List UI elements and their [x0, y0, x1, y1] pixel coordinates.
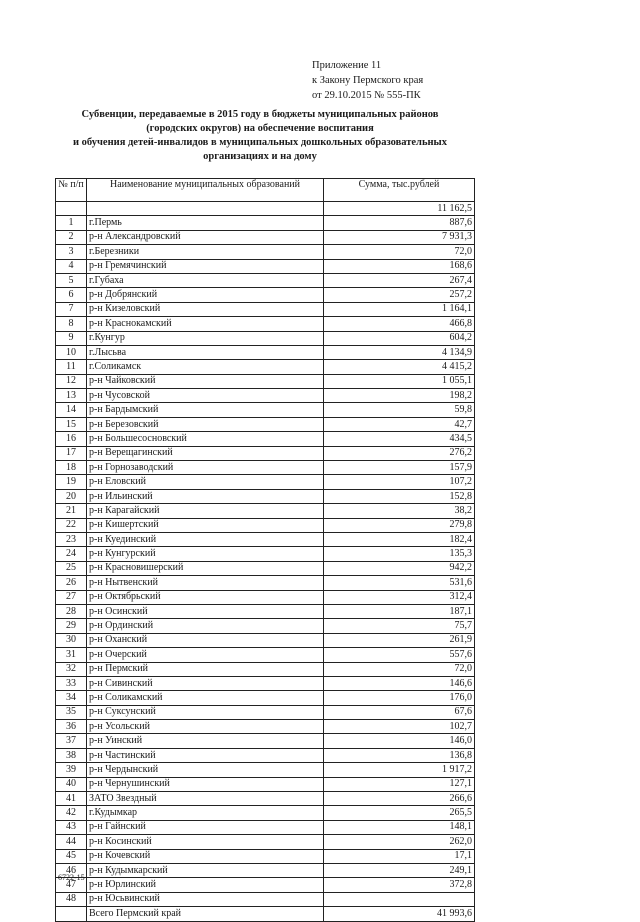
table-row: [56, 547, 475, 561]
row-num: 21: [56, 504, 87, 518]
row-sum: 466,8: [324, 317, 475, 331]
table-row: [56, 259, 475, 273]
row-name: р-н Карагайский: [87, 504, 324, 518]
row-num: 26: [56, 576, 87, 590]
row-num: 12: [56, 374, 87, 388]
row-sum: 127,1: [324, 777, 475, 791]
table-row: [56, 446, 475, 460]
row-sum: 198,2: [324, 389, 475, 403]
table-row: [56, 835, 475, 849]
row-name: р-н Чердынский: [87, 763, 324, 777]
row-num: 42: [56, 806, 87, 820]
subtotal-num: [56, 202, 87, 216]
row-name: р-н Косинский: [87, 835, 324, 849]
row-num: 18: [56, 461, 87, 475]
total-row: [56, 907, 475, 921]
row-sum: 72,0: [324, 662, 475, 676]
table-row: [56, 806, 475, 820]
row-num: 23: [56, 532, 87, 546]
row-name: г.Губаха: [87, 273, 324, 287]
row-name: р-н Александровский: [87, 230, 324, 244]
row-name: ЗАТО Звездный: [87, 792, 324, 806]
table-row: [56, 604, 475, 618]
row-sum: 279,8: [324, 518, 475, 532]
row-num: 24: [56, 547, 87, 561]
row-name: р-н Кизеловский: [87, 302, 324, 316]
row-name: г.Соликамск: [87, 360, 324, 374]
row-num: 4: [56, 259, 87, 273]
row-name: р-н Осинский: [87, 604, 324, 618]
row-sum: 67,6: [324, 705, 475, 719]
row-sum: 531,6: [324, 576, 475, 590]
row-name: р-н Частинский: [87, 748, 324, 762]
table-row: [56, 676, 475, 690]
row-sum: 266,6: [324, 792, 475, 806]
row-name: р-н Гремячинский: [87, 259, 324, 273]
row-name: р-н Березовский: [87, 417, 324, 431]
row-num: 35: [56, 705, 87, 719]
row-name: р-н Кунгурский: [87, 547, 324, 561]
total-num: [56, 907, 87, 921]
table-row: [56, 705, 475, 719]
row-name: р-н Суксунский: [87, 705, 324, 719]
total-label: Всего Пермский край: [87, 907, 324, 921]
row-sum: 604,2: [324, 331, 475, 345]
row-name: р-н Ильинский: [87, 489, 324, 503]
row-name: р-н Юсьвинский: [87, 892, 324, 906]
row-sum: 72,0: [324, 245, 475, 259]
row-name: р-н Красновишерский: [87, 561, 324, 575]
row-sum: 249,1: [324, 863, 475, 877]
row-name: г.Березники: [87, 245, 324, 259]
title-line-1: Субвенции, передаваемые в 2015 году в бюджеты муниципальных районов: [81, 109, 439, 120]
header-num: № п/п: [56, 179, 87, 202]
row-name: р-н Чусовской: [87, 389, 324, 403]
table-body: [56, 202, 475, 922]
row-name: р-н Добрянский: [87, 288, 324, 302]
row-sum: 257,2: [324, 288, 475, 302]
row-num: 7: [56, 302, 87, 316]
row-name: р-н Чернушинский: [87, 777, 324, 791]
table-row: [56, 331, 475, 345]
row-num: 31: [56, 648, 87, 662]
subtotal-sum: 11 162,5: [324, 202, 475, 216]
row-name: р-н Ординский: [87, 619, 324, 633]
row-num: 40: [56, 777, 87, 791]
row-name: г.Кудымкар: [87, 806, 324, 820]
table-row: [56, 748, 475, 762]
row-sum: 135,3: [324, 547, 475, 561]
table-row: [56, 576, 475, 590]
table-row: [56, 878, 475, 892]
appendix-line-2: к Закону Пермского края: [312, 75, 424, 86]
row-name: р-н Куединский: [87, 532, 324, 546]
table-row: [56, 849, 475, 863]
table-row: [56, 475, 475, 489]
subtotal-name: [87, 202, 324, 216]
row-num: 10: [56, 345, 87, 359]
row-num: 1: [56, 216, 87, 230]
row-sum: 312,4: [324, 590, 475, 604]
row-name: р-н Гайнский: [87, 820, 324, 834]
table-row: [56, 734, 475, 748]
table-row: [56, 720, 475, 734]
table-row: [56, 763, 475, 777]
row-num: 17: [56, 446, 87, 460]
row-sum: 152,8: [324, 489, 475, 503]
table-row: [56, 619, 475, 633]
row-sum: 267,4: [324, 273, 475, 287]
row-num: 37: [56, 734, 87, 748]
row-sum: 17,1: [324, 849, 475, 863]
row-name: р-н Усольский: [87, 720, 324, 734]
table-row: [56, 777, 475, 791]
row-num: 27: [56, 590, 87, 604]
row-sum: 887,6: [324, 216, 475, 230]
row-sum: 146,0: [324, 734, 475, 748]
table-row: [56, 273, 475, 287]
table-row: [56, 691, 475, 705]
row-sum: 434,5: [324, 432, 475, 446]
table-row: [56, 633, 475, 647]
row-name: р-н Очерский: [87, 648, 324, 662]
row-num: 13: [56, 389, 87, 403]
row-sum: 942,2: [324, 561, 475, 575]
row-sum: 42,7: [324, 417, 475, 431]
row-sum: 107,2: [324, 475, 475, 489]
table-row: [56, 561, 475, 575]
row-sum: 157,9: [324, 461, 475, 475]
row-num: 5: [56, 273, 87, 287]
row-num: 25: [56, 561, 87, 575]
row-num: 45: [56, 849, 87, 863]
row-num: 30: [56, 633, 87, 647]
table-row: [56, 302, 475, 316]
table-row: [56, 892, 475, 906]
table-row: [56, 216, 475, 230]
row-name: г.Лысьва: [87, 345, 324, 359]
row-sum: 261,9: [324, 633, 475, 647]
row-name: р-н Кудымкарский: [87, 863, 324, 877]
row-num: 28: [56, 604, 87, 618]
table-row: [56, 662, 475, 676]
title-line-2: (городских округов) на обеспечение воспитания: [146, 123, 374, 134]
header-sum: Сумма, тыс.рублей: [324, 179, 475, 202]
row-sum: 136,8: [324, 748, 475, 762]
title-line-4: организациях и на дому: [203, 151, 317, 162]
table-row: [56, 403, 475, 417]
table-row: [56, 317, 475, 331]
row-sum: 187,1: [324, 604, 475, 618]
row-num: 22: [56, 518, 87, 532]
footer-code: 6722-15: [58, 873, 85, 882]
table-row: [56, 518, 475, 532]
row-name: р-н Сивинский: [87, 676, 324, 690]
appendix-line-3: от 29.10.2015 № 555-ПК: [312, 90, 421, 101]
row-num: 47: [56, 878, 87, 892]
row-num: 14: [56, 403, 87, 417]
table-row: [56, 417, 475, 431]
document-title: [50, 108, 470, 164]
row-num: 6: [56, 288, 87, 302]
table-row: [56, 360, 475, 374]
row-num: 20: [56, 489, 87, 503]
row-num: 16: [56, 432, 87, 446]
table-row: [56, 432, 475, 446]
row-num: 36: [56, 720, 87, 734]
row-sum: 4 415,2: [324, 360, 475, 374]
row-num: 29: [56, 619, 87, 633]
table-row: [56, 648, 475, 662]
row-name: р-н Юрлинский: [87, 878, 324, 892]
row-name: р-н Верещагинский: [87, 446, 324, 460]
row-sum: [324, 892, 475, 906]
table-row: [56, 374, 475, 388]
row-sum: 262,0: [324, 835, 475, 849]
subtotal-row: [56, 202, 475, 216]
row-num: 3: [56, 245, 87, 259]
table-row: [56, 288, 475, 302]
appendix-line-1: Приложение 11: [312, 60, 382, 71]
row-sum: 4 134,9: [324, 345, 475, 359]
row-sum: 59,8: [324, 403, 475, 417]
row-sum: 1 164,1: [324, 302, 475, 316]
row-name: р-н Краснокамский: [87, 317, 324, 331]
row-sum: 557,6: [324, 648, 475, 662]
row-num: 44: [56, 835, 87, 849]
table-row: [56, 461, 475, 475]
row-num: 19: [56, 475, 87, 489]
row-num: 41: [56, 792, 87, 806]
table-row: [56, 345, 475, 359]
row-num: 8: [56, 317, 87, 331]
row-num: 43: [56, 820, 87, 834]
table-row: [56, 820, 475, 834]
appendix-header: [312, 58, 512, 103]
row-name: р-н Соликамский: [87, 691, 324, 705]
row-num: 34: [56, 691, 87, 705]
row-sum: 168,6: [324, 259, 475, 273]
row-name: р-н Кишертский: [87, 518, 324, 532]
row-sum: 1 055,1: [324, 374, 475, 388]
table-row: [56, 792, 475, 806]
row-sum: 372,8: [324, 878, 475, 892]
row-sum: 146,6: [324, 676, 475, 690]
total-sum: 41 993,6: [324, 907, 475, 921]
table-row: [56, 532, 475, 546]
row-sum: 276,2: [324, 446, 475, 460]
row-num: 33: [56, 676, 87, 690]
row-sum: 148,1: [324, 820, 475, 834]
table-header-row: [56, 179, 475, 202]
header-name: Наименование муниципальных образований: [87, 179, 324, 202]
row-name: р-н Кочевский: [87, 849, 324, 863]
row-name: г.Кунгур: [87, 331, 324, 345]
row-name: р-н Еловский: [87, 475, 324, 489]
row-num: 38: [56, 748, 87, 762]
row-name: р-н Оханский: [87, 633, 324, 647]
table-row: [56, 389, 475, 403]
row-num: 39: [56, 763, 87, 777]
table-row: [56, 230, 475, 244]
row-name: р-н Чайковский: [87, 374, 324, 388]
row-name: р-н Октябрьский: [87, 590, 324, 604]
row-name: р-н Большесосновский: [87, 432, 324, 446]
table-row: [56, 863, 475, 877]
row-sum: 176,0: [324, 691, 475, 705]
row-num: 11: [56, 360, 87, 374]
row-sum: 75,7: [324, 619, 475, 633]
table-row: [56, 245, 475, 259]
row-name: г.Пермь: [87, 216, 324, 230]
row-sum: 7 931,3: [324, 230, 475, 244]
table-row: [56, 590, 475, 604]
row-num: 9: [56, 331, 87, 345]
row-name: р-н Бардымский: [87, 403, 324, 417]
row-sum: 102,7: [324, 720, 475, 734]
row-name: р-н Горнозаводский: [87, 461, 324, 475]
row-name: р-н Уинский: [87, 734, 324, 748]
row-name: р-н Пермский: [87, 662, 324, 676]
row-num: 46: [56, 863, 87, 877]
table-row: [56, 489, 475, 503]
row-sum: 38,2: [324, 504, 475, 518]
table-row: [56, 504, 475, 518]
row-num: 15: [56, 417, 87, 431]
row-sum: 182,4: [324, 532, 475, 546]
row-num: 32: [56, 662, 87, 676]
row-name: р-н Нытвенский: [87, 576, 324, 590]
subsidy-table: [55, 178, 475, 922]
row-sum: 265,5: [324, 806, 475, 820]
row-sum: 1 917,2: [324, 763, 475, 777]
row-num: 2: [56, 230, 87, 244]
row-num: 48: [56, 892, 87, 906]
title-line-3: и обучения детей-инвалидов в муниципальных дошкольных образовательных: [72, 137, 447, 148]
